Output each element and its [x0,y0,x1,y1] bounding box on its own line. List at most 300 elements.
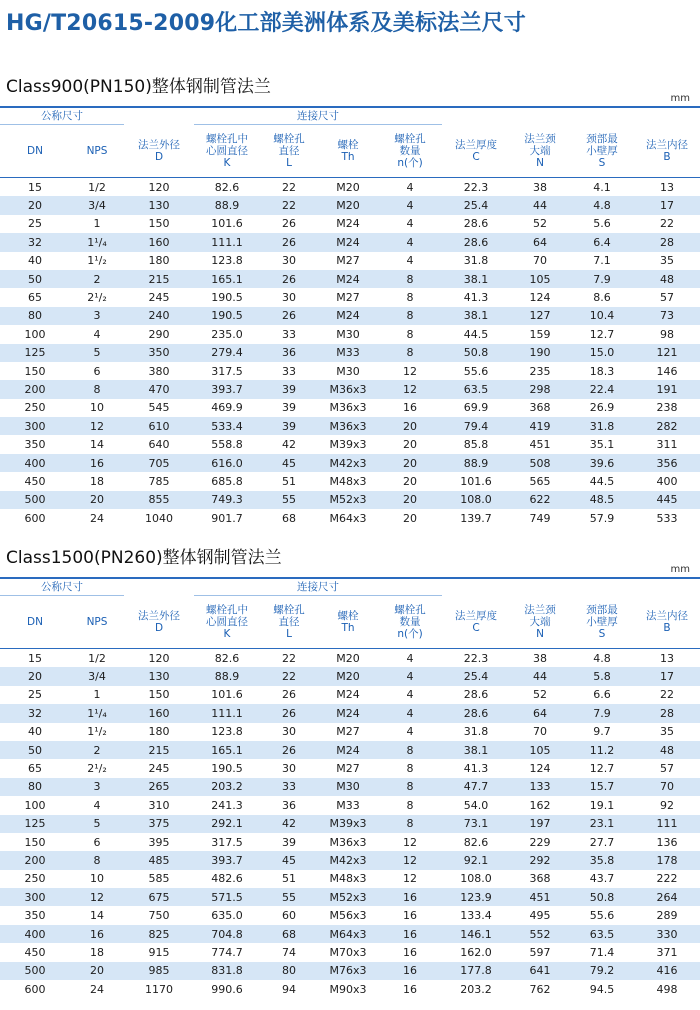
column-header [70,125,124,178]
column-header-line: 直径 [278,616,300,628]
table-row [0,888,700,906]
table-cell: M27 [318,723,378,741]
table-cell: 500 [0,962,70,980]
table-cell: 180 [124,252,194,270]
table-cell: 111.1 [194,704,260,722]
table-cell: 915 [124,943,194,961]
table-cell: 4 [378,233,442,251]
table-row [0,759,700,777]
table-cell: 35.8 [570,851,634,869]
group-header-spacer [634,578,700,596]
table-row [0,344,700,362]
table-cell: 146 [634,362,700,380]
table-cell: 52 [510,215,570,233]
table-cell: 197 [510,815,570,833]
column-header-line: 法兰内径 [646,138,688,151]
table-cell: 70 [634,778,700,796]
table-cell: 9.7 [570,723,634,741]
table-cell: 4.8 [570,649,634,668]
table-cell: 25.4 [442,196,510,214]
group-header-nominal-size: 公称尺寸 [0,107,124,125]
column-header-line: 法兰厚度 [455,138,497,151]
group-header-spacer [634,107,700,125]
table-cell: 5.6 [570,215,634,233]
table-cell: 245 [124,759,194,777]
table-cell: 4.1 [570,178,634,197]
table-cell: 48 [634,741,700,759]
section-title-class1500: Class1500(PN260)整体钢制管法兰 [6,548,282,568]
table-cell: 14 [70,906,124,924]
table-cell: 98 [634,325,700,343]
table-row [0,833,700,851]
table-cell: 57 [634,288,700,306]
column-header-line: D [154,150,164,163]
table-cell: 4 [378,178,442,197]
table-cell: 4 [70,325,124,343]
table-cell: 45 [260,454,318,472]
table-cell: 12.7 [570,325,634,343]
table-cell: 52 [510,686,570,704]
table-cell: M20 [318,667,378,685]
table-cell: 597 [510,943,570,961]
table-cell: M24 [318,233,378,251]
table-cell: 622 [510,491,570,509]
table-cell: 585 [124,870,194,888]
table-cell: 64 [510,704,570,722]
table-cell: 33 [260,325,318,343]
table-cell: 616.0 [194,454,260,472]
table-cell: 26 [260,686,318,704]
table-row [0,399,700,417]
table-cell: 10 [70,399,124,417]
column-header-line: S [598,627,606,640]
table-cell: 31.8 [442,723,510,741]
column-header [124,125,194,178]
table-cell: 250 [0,870,70,888]
table-cell: 111.1 [194,233,260,251]
table-cell: 12 [378,380,442,398]
column-header [318,125,378,178]
table-cell: 191 [634,380,700,398]
table-cell: M24 [318,307,378,325]
flange-table-class900 [0,106,700,527]
table-cell: M27 [318,288,378,306]
table-cell: 2¹/₂ [70,288,124,306]
table-cell: 8 [70,851,124,869]
table-cell: 400 [0,925,70,943]
table-cell: M90x3 [318,980,378,998]
table-cell: 190.5 [194,759,260,777]
table-cell: 419 [510,417,570,435]
table-cell: 290 [124,325,194,343]
table-cell: 1/2 [70,649,124,668]
table-cell: 120 [124,649,194,668]
table-cell: 5 [70,344,124,362]
table-cell: M20 [318,196,378,214]
table-cell: 22 [260,178,318,197]
table-cell: 330 [634,925,700,943]
table-row [0,325,700,343]
column-header-line: 螺栓 [337,610,359,622]
table-cell: 150 [124,215,194,233]
table-row [0,270,700,288]
table-cell: M56x3 [318,906,378,924]
table-cell: 368 [510,870,570,888]
table-cell: 73.1 [442,815,510,833]
table-cell: M48x3 [318,870,378,888]
table-cell: 44 [510,667,570,685]
table-row [0,723,700,741]
table-cell: 124 [510,759,570,777]
column-header-line: 螺栓孔 [273,133,305,145]
table-cell: 64 [510,233,570,251]
table-cell: 400 [634,472,700,490]
table-cell: M52x3 [318,491,378,509]
group-header-spacer [442,578,510,596]
table-cell: M27 [318,759,378,777]
table-cell: 11.2 [570,741,634,759]
column-header [0,125,70,178]
table-cell: 88.9 [194,196,260,214]
table-cell: 50 [0,270,70,288]
table-row [0,178,700,197]
table-cell: 26.9 [570,399,634,417]
table-cell: 215 [124,741,194,759]
column-header-line: 螺栓孔中 [206,133,248,145]
table-cell: 375 [124,815,194,833]
column-header [442,596,510,649]
table-cell: 1170 [124,980,194,998]
column-header-line: DN [27,616,43,628]
table-cell: 127 [510,307,570,325]
table-cell: 1040 [124,509,194,527]
table-cell: 44.5 [570,472,634,490]
table-cell: 26 [260,307,318,325]
table-cell: 3/4 [70,196,124,214]
table-cell: 82.6 [442,833,510,851]
column-header-line: 法兰厚度 [455,609,497,622]
table-cell: 12 [378,362,442,380]
table-cell: 12 [378,870,442,888]
table-cell: 565 [510,472,570,490]
table-cell: 416 [634,962,700,980]
table-cell: 533.4 [194,417,260,435]
table-cell: 20 [378,417,442,435]
table-cell: 120 [124,178,194,197]
table-row [0,362,700,380]
table-cell: 15 [0,178,70,197]
table-cell: 901.7 [194,509,260,527]
table-cell: 241.3 [194,796,260,814]
table-cell: 240 [124,307,194,325]
table-cell: 200 [0,380,70,398]
table-cell: 39.6 [570,454,634,472]
table-cell: 55.6 [570,906,634,924]
table-cell: 16 [378,888,442,906]
table-cell: 108.0 [442,870,510,888]
table-cell: 63.5 [442,380,510,398]
column-header-line: 螺栓 [337,139,359,151]
table-cell: 38 [510,178,570,197]
table-cell: 79.2 [570,962,634,980]
table-cell: 300 [0,417,70,435]
table-cell: 200 [0,851,70,869]
column-header [318,596,378,649]
table-cell: 42 [260,435,318,453]
table-cell: 4.8 [570,196,634,214]
column-header [570,125,634,178]
table-cell: 5 [70,815,124,833]
table-cell: 990.6 [194,980,260,998]
column-header [70,596,124,649]
table-cell: 203.2 [442,980,510,998]
table-cell: M36x3 [318,417,378,435]
table-row [0,649,700,668]
unit-label-class900: mm [670,93,690,104]
table-cell: 12 [378,833,442,851]
table-cell: 20 [378,454,442,472]
table-cell: 6.6 [570,686,634,704]
table-cell: 139.7 [442,509,510,527]
table-cell: 36 [260,796,318,814]
table-cell: 105 [510,270,570,288]
table-cell: 22 [260,649,318,668]
table-cell: 450 [0,943,70,961]
table-cell: 50.8 [442,344,510,362]
table-cell: 39 [260,380,318,398]
table-cell: 292 [510,851,570,869]
table-cell: 38.1 [442,270,510,288]
table-cell: 26 [260,270,318,288]
table-cell: 28.6 [442,704,510,722]
column-header-line: L [286,157,292,169]
column-header-line: 法兰内径 [646,609,688,622]
table-cell: 4 [378,215,442,233]
table-row [0,667,700,685]
table-cell: 495 [510,906,570,924]
table-cell: 300 [0,888,70,906]
table-cell: M64x3 [318,925,378,943]
column-header-line: 螺栓孔 [273,604,305,616]
table-cell: 675 [124,888,194,906]
table-cell: M48x3 [318,472,378,490]
table-row [0,943,700,961]
table-cell: 101.6 [194,686,260,704]
table-cell: 350 [0,435,70,453]
table-row [0,435,700,453]
table-cell: 22 [260,667,318,685]
table-cell: 785 [124,472,194,490]
table-cell: 40 [0,252,70,270]
table-cell: 39 [260,399,318,417]
group-header-nominal-size: 公称尺寸 [0,578,124,596]
column-header-line: 大端 [529,144,551,157]
table-cell: 32 [0,704,70,722]
column-header-line: 法兰外径 [138,609,180,622]
column-header [510,125,570,178]
table-cell: 250 [0,399,70,417]
table-cell: 26 [260,704,318,722]
table-cell: 30 [260,288,318,306]
table-cell: 8 [378,307,442,325]
table-cell: 28 [634,704,700,722]
table-cell: 177.8 [442,962,510,980]
table-cell: 5.8 [570,667,634,685]
table-cell: 22.3 [442,178,510,197]
table-cell: 215 [124,270,194,288]
column-header-line: Th [341,151,355,163]
table-cell: 279.4 [194,344,260,362]
table-cell: 105 [510,741,570,759]
table-cell: M24 [318,686,378,704]
unit-label-class1500: mm [670,564,690,575]
table-cell: 393.7 [194,380,260,398]
table-cell: 68 [260,509,318,527]
table-cell: 36 [260,344,318,362]
table-cell: 1¹/₂ [70,252,124,270]
table-cell: 121 [634,344,700,362]
table-cell: 485 [124,851,194,869]
table-cell: 80 [0,778,70,796]
table-cell: 28.6 [442,233,510,251]
table-cell: M36x3 [318,833,378,851]
table-cell: 69.9 [442,399,510,417]
table-cell: 1¹/₂ [70,723,124,741]
table-cell: 8 [378,759,442,777]
table-cell: 2 [70,741,124,759]
table-cell: 24 [70,509,124,527]
table-cell: M42x3 [318,454,378,472]
table-cell: 6 [70,362,124,380]
column-header-line: 直径 [278,145,300,157]
table-cell: 22 [260,196,318,214]
table-cell: 124 [510,288,570,306]
table-cell: 17 [634,667,700,685]
table-cell: 55 [260,888,318,906]
table-cell: 57 [634,759,700,777]
table-cell: 123.8 [194,723,260,741]
table-cell: 20 [378,491,442,509]
table-cell: M30 [318,778,378,796]
table-row [0,925,700,943]
table-cell: 150 [0,362,70,380]
table-cell: 79.4 [442,417,510,435]
column-header-line: Th [341,622,355,634]
table-cell: 180 [124,723,194,741]
table-cell: 25 [0,686,70,704]
column-header [510,596,570,649]
table-cell: 35 [634,723,700,741]
table-cell: 68 [260,925,318,943]
table-cell: 30 [260,252,318,270]
table-cell: 298 [510,380,570,398]
table-row [0,472,700,490]
table-cell: 264 [634,888,700,906]
table-cell: 150 [0,833,70,851]
table-cell: 123.8 [194,252,260,270]
table-cell: 125 [0,815,70,833]
column-header [260,596,318,649]
table-cell: 469.9 [194,399,260,417]
table-cell: 39 [260,417,318,435]
table-cell: 12 [70,417,124,435]
table-cell: 20 [0,196,70,214]
table-cell: 74 [260,943,318,961]
table-cell: 22 [634,215,700,233]
table-row [0,815,700,833]
column-header-line: S [598,156,606,169]
table-cell: 44.5 [442,325,510,343]
table-cell: 165.1 [194,270,260,288]
table-cell: 28 [634,233,700,251]
table-cell: M20 [318,178,378,197]
table-row [0,252,700,270]
table-cell: 4 [378,196,442,214]
table-cell: 508 [510,454,570,472]
table-cell: 641 [510,962,570,980]
table-cell: 451 [510,888,570,906]
table-cell: 80 [260,962,318,980]
column-header-line: B [663,621,671,634]
table-cell: 10.4 [570,307,634,325]
table-cell: 25.4 [442,667,510,685]
table-cell: 38 [510,649,570,668]
table-cell: 222 [634,870,700,888]
table-cell: 498 [634,980,700,998]
table-cell: 1 [70,215,124,233]
table-row [0,288,700,306]
table-cell: 40 [0,723,70,741]
table-row [0,215,700,233]
table-cell: 4 [378,723,442,741]
table-cell: 101.6 [442,472,510,490]
column-header-line: 大端 [529,615,551,628]
table-cell: 10 [70,870,124,888]
group-header-spacer [442,107,510,125]
table-cell: M76x3 [318,962,378,980]
table-cell: M36x3 [318,380,378,398]
table-cell: 8 [70,380,124,398]
table-cell: 25 [0,215,70,233]
table-cell: 35 [634,252,700,270]
table-cell: 160 [124,704,194,722]
table-cell: 16 [378,925,442,943]
column-header-line: B [663,150,671,163]
table-cell: 20 [378,472,442,490]
table-cell: 150 [124,686,194,704]
column-header-line: n(个) [397,157,423,169]
table-cell: 92.1 [442,851,510,869]
table-cell: 28.6 [442,686,510,704]
group-header-spacer [124,578,194,596]
table-cell: 31.8 [570,417,634,435]
table-cell: 32 [0,233,70,251]
table-cell: 18 [70,472,124,490]
column-header-line: 心圆直径 [206,145,248,157]
table-cell: 160 [124,233,194,251]
table-cell: 8 [378,778,442,796]
table-cell: 4 [70,796,124,814]
table-row [0,796,700,814]
column-header [0,596,70,649]
table-cell: 749.3 [194,491,260,509]
table-cell: 162 [510,796,570,814]
table-cell: 41.3 [442,759,510,777]
table-cell: 165.1 [194,741,260,759]
table-cell: 7.9 [570,270,634,288]
column-header-line: N [536,627,544,640]
table-cell: M70x3 [318,943,378,961]
